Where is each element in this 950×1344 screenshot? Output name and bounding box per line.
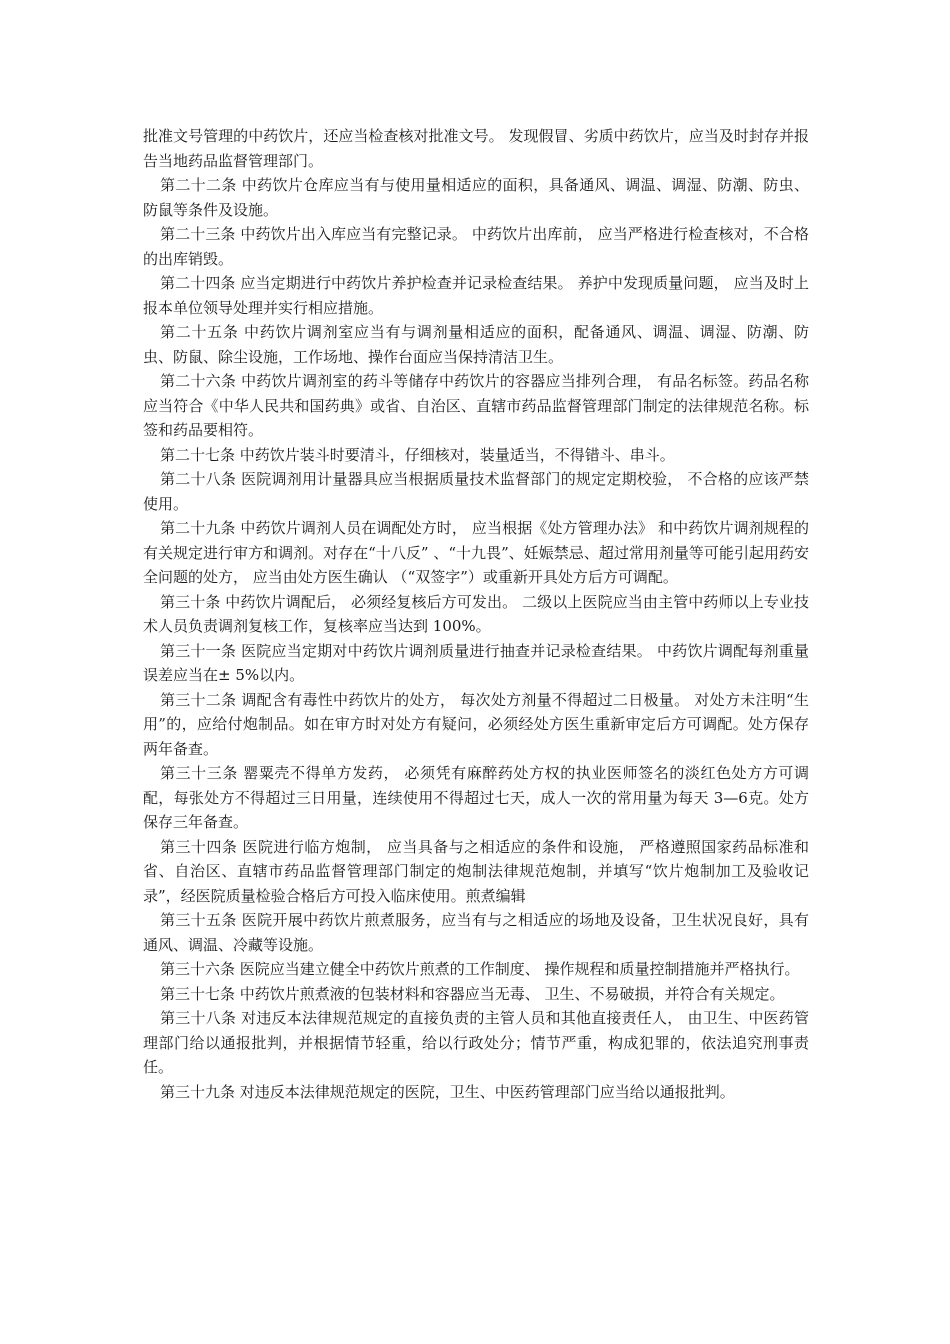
document-page xyxy=(143,124,809,1104)
article-26: 第二十六条 中药饮片调剂室的药斗等储存中药饮片的容器应当排列合理， 有品名标签。药品名称应当符合《中华人民共和国药典》或省、自治区、直辖市药品监督管理部门制定的法律规范名称。标签和药品要相符。 xyxy=(143,372,809,439)
article-37: 第三十七条 中药饮片煎煮液的包装材料和容器应当无毒、 卫生、不易破损，并符合有关规定。 xyxy=(160,984,785,1003)
article-34: 第三十四条 医院进行临方炮制， 应当具备与之相适应的条件和设施， 严格遵照国家药品标准和省、自治区、直辖市药品监督管理部门制定的炮制法律规范炮制，并填写“饮片炮制加工及验收记录”，经医院质量检验合格后方可投入临床使用。煎煮编辑 xyxy=(143,837,809,905)
article-29: 第二十九条 中药饮片调剂人员在调配处方时， 应当根据《处方管理办法》 和中药饮片调剂规程的有关规定进行审方和调剂。对存在“十八反” 、“十九畏”、妊娠禁忌、超过常用剂量等可能引起用药安全问题的处方， 应当由处方医生确认 （“双签字”）或重新开具处方后方可调配。 xyxy=(143,519,809,586)
article-27: 第二十七条 中药饮片装斗时要清斗，仔细核对，装量适当，不得错斗、串斗。 xyxy=(160,445,675,464)
article-30: 第三十条 中药饮片调配后， 必须经复核后方可发出。 二级以上医院应当由主管中药师以上专业技术人员负责调剂复核工作，复核率应当达到 100%。 xyxy=(143,592,809,635)
paragraph-continuation: 批准文号管理的中药饮片，还应当检查核对批准文号。 发现假冒、劣质中药饮片，应当及时封存并报告当地药品监督管理部门。 xyxy=(143,127,809,170)
article-22: 第二十二条 中药饮片仓库应当有与使用量相适应的面积，具备通风、调温、调湿、防潮、防虫、防鼠等条件及设施。 xyxy=(143,176,809,219)
article-23: 第二十三条 中药饮片出入库应当有完整记录。 中药饮片出库前， 应当严格进行检查核对，不合格的出库销毁。 xyxy=(143,225,809,268)
article-24: 第二十四条 应当定期进行中药饮片养护检查并记录检查结果。 养护中发现质量问题， 应当及时上报本单位领导处理并实行相应措施。 xyxy=(143,274,809,317)
article-31: 第三十一条 医院应当定期对中药饮片调剂质量进行抽查并记录检查结果。 中药饮片调配每剂重量误差应当在± 5%以内。 xyxy=(143,641,809,684)
article-38: 第三十八条 对违反本法律规范规定的直接负责的主管人员和其他直接责任人， 由卫生、中医药管理部门给以通报批判，并根据情节轻重，给以行政处分；情节严重，构成犯罪的，依法追究刑事责任。 xyxy=(143,1009,809,1076)
article-25: 第二十五条 中药饮片调剂室应当有与调剂量相适应的面积，配备通风、调温、调湿、防潮、防虫、防鼠、除尘设施，工作场地、操作台面应当保持清洁卫生。 xyxy=(143,323,809,366)
article-32: 第三十二条 调配含有毒性中药饮片的处方， 每次处方剂量不得超过二日极量。 对处方未注明“生用”的，应给付炮制品。如在审方时对处方有疑问，必须经处方医生重新审定后方可调配。处方保存两年备查。 xyxy=(143,690,809,758)
article-28: 第二十八条 医院调剂用计量器具应当根据质量技术监督部门的规定定期校验， 不合格的应该严禁使用。 xyxy=(143,470,809,513)
article-39: 第三十九条 对违反本法律规范规定的医院，卫生、中医药管理部门应当给以通报批判。 xyxy=(160,1082,735,1101)
article-35: 第三十五条 医院开展中药饮片煎煮服务，应当有与之相适应的场地及设备，卫生状况良好，具有通风、调温、冷藏等设施。 xyxy=(143,911,809,954)
article-33: 第三十三条 罂粟壳不得单方发药， 必须凭有麻醉药处方权的执业医师签名的淡红色处方方可调配，每张处方不得超过三日用量，连续使用不得超过七天，成人一次的常用量为每天 3—6克。处方保存三年备查。 xyxy=(143,764,809,831)
article-36: 第三十六条 医院应当建立健全中药饮片煎煮的工作制度、 操作规程和质量控制措施并严格执行。 xyxy=(160,960,800,978)
